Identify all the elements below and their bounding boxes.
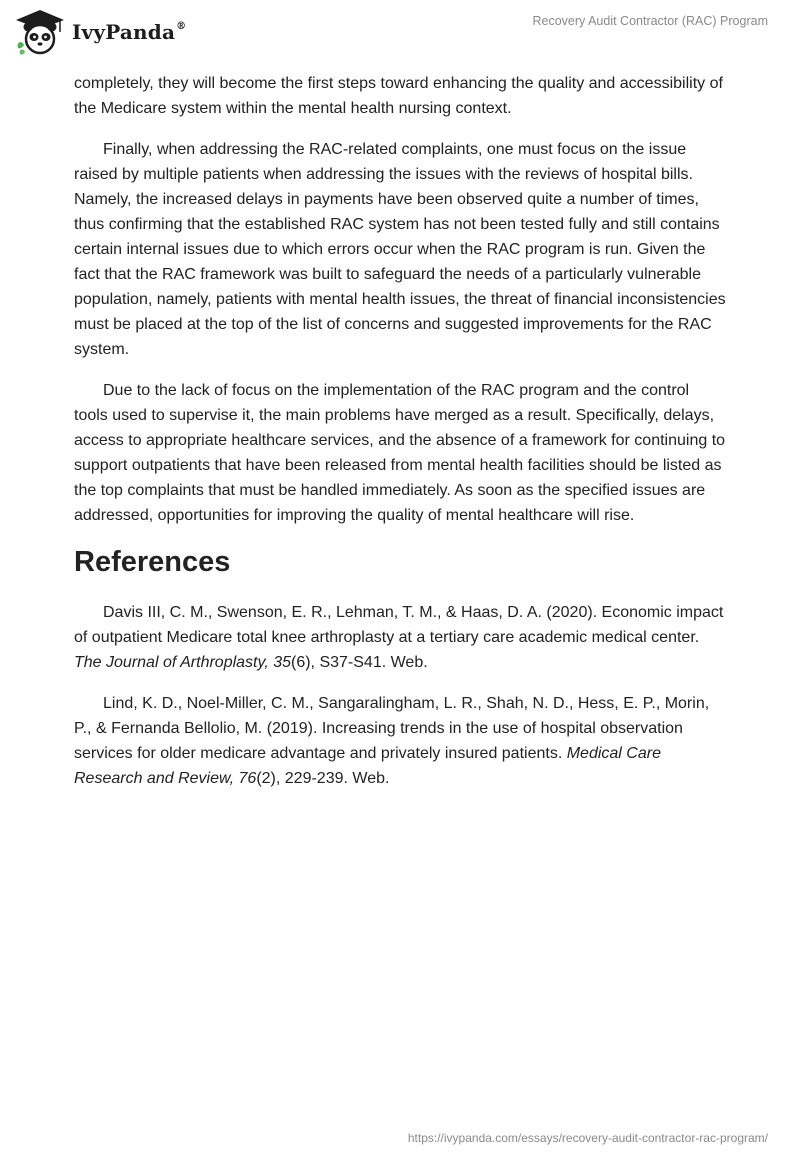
paragraph-rac-complaints: Finally, when addressing the RAC-related complaints, one must focus on the issue raised by multiple patients when addressing the issues with the reviews of hospital bills. Namely, the increased delays in payments have been observed quite a number of times, thus confirming that the established RAC system has not been tested fully and still contains certain internal issues due to which errors occur when the RAC program is run. Given the fact that the RAC framework was built to safeguard the needs of a particularly vulnerable population, namely, patients with mental health issues, the threat of financial inconsistencies must be placed at the top of the list of concerns and suggested improvements for the RAC system. xyxy=(74,141,726,358)
reference-authors: Lind, K. D., Noel-Miller, C. M., Sangaralingham, L. R., Shah, N. D., Hess, E. P., Morin, P., & Fernanda Bellolio, M. (2019). Increasing trends in the use of hospital observation services for older medicare advantage and privately insured patients. xyxy=(74,695,710,762)
page-header xyxy=(0,0,800,64)
reference-details: (6), S37-S41. Web. xyxy=(291,654,428,671)
document-title: Recovery Audit Contractor (RAC) Program xyxy=(532,14,768,28)
paragraph-main-problems: Due to the lack of focus on the implementation of the RAC program and the control tools used to supervise it, the main problems have merged as a result. Specifically, delays, access to appropriate healthcare services, and the absence of a framework for continuing to support outpatients that have been released from mental health facilities should be listed as the top complaints that must be handled immediately. As soon as the specified issues are addressed, opportunities for improving the quality of mental healthcare will rise. xyxy=(74,382,726,524)
reference-journal: Medical Care Research and Review, 76 xyxy=(74,745,661,787)
registered-mark: ® xyxy=(176,21,187,33)
reference-entry-lind xyxy=(74,691,726,791)
reference-entry-davis xyxy=(74,600,726,675)
paragraph-continuation: completely, they will become the first steps toward enhancing the quality and accessibility of the Medicare system within the mental health nursing context. xyxy=(74,75,723,117)
source-url[interactable]: https://ivypanda.com/essays/recovery-audit-contractor-rac-program/ xyxy=(407,1131,768,1145)
reference-journal: The Journal of Arthroplasty, 35 xyxy=(74,654,291,671)
essay-content xyxy=(74,71,726,807)
logo-wordmark: IvyPanda® xyxy=(72,20,187,44)
references-heading: References xyxy=(74,546,231,578)
ivypanda-logo[interactable] xyxy=(14,8,186,56)
panda-logo-icon xyxy=(14,8,66,56)
reference-authors: Davis III, C. M., Swenson, E. R., Lehman, T. M., & Haas, D. A. (2020). Economic impact of outpatient Medicare total knee arthroplasty at a tertiary care academic medical center. xyxy=(74,604,724,646)
reference-details: (2), 229-239. Web. xyxy=(256,770,390,787)
